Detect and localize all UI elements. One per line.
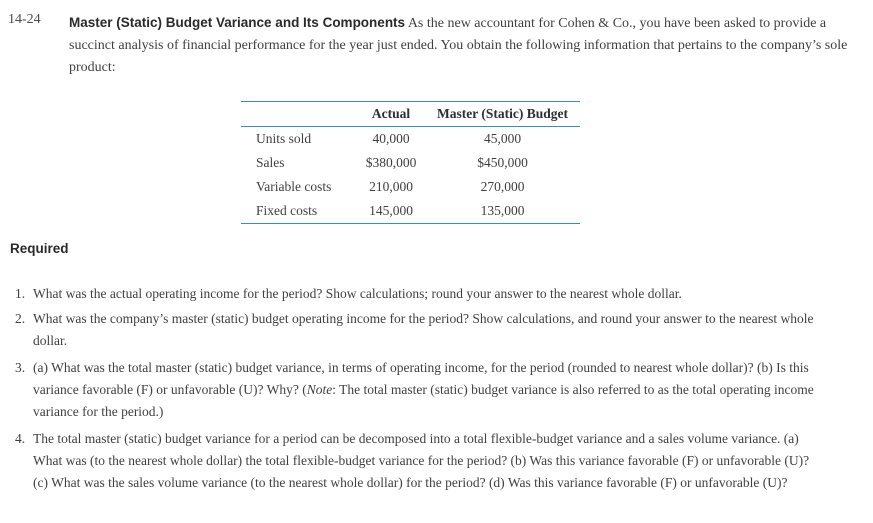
list-item xyxy=(15,308,815,352)
table-header-row xyxy=(241,102,580,127)
row-master: 270,000 xyxy=(480,179,525,194)
note-label: Note xyxy=(306,382,333,397)
item-number: 4. xyxy=(15,431,26,446)
item-text: (a) What was the total master (static) budget variance, in terms of operating income, for the period (rounded to nearest whole dollar)? (b) Is this variance favorable (F) or unfavorable (U)? Why? ( xyxy=(33,360,809,397)
row-actual: 210,000 xyxy=(369,179,413,194)
table-row xyxy=(241,127,580,152)
item-number: 1. xyxy=(15,286,26,301)
required-heading: Required xyxy=(10,241,69,256)
problem-statement xyxy=(69,12,859,79)
row-label: Sales xyxy=(256,155,285,170)
item-text-continued: : The total master (static) budget variance is also referred to as the total operating income variance for the period.) xyxy=(33,382,814,419)
list-item xyxy=(15,428,815,494)
row-master: 45,000 xyxy=(483,131,522,146)
row-master: 135,000 xyxy=(480,203,525,218)
problem-number: 14-24 xyxy=(8,12,41,27)
row-label: Variable costs xyxy=(256,179,332,194)
table-row xyxy=(241,175,580,199)
row-master: $450,000 xyxy=(477,155,528,170)
row-actual: 145,000 xyxy=(369,203,413,218)
item-number: 3. xyxy=(15,360,26,375)
list-item xyxy=(15,357,815,423)
table-row xyxy=(241,199,580,224)
header-actual: Actual xyxy=(371,106,411,121)
requirements-list xyxy=(15,283,815,494)
problem-intro: As the new accountant for Cohen & Co., you have been asked to provide a succinct analysis of financial performance for the year just ended. You obtain the following information that pertains to the company’s sole product: xyxy=(69,16,848,75)
item-text: What was the actual operating income for the period? Show calculations; round your answer to the nearest whole dollar. xyxy=(33,286,682,301)
row-label: Fixed costs xyxy=(256,203,318,218)
item-text: What was the company’s master (static) budget operating income for the period? Show calculations, and round your answer to the nearest whole dollar. xyxy=(33,311,814,348)
budget-table xyxy=(241,101,580,224)
list-item xyxy=(15,283,815,305)
item-text: The total master (static) budget variance for a period can be decomposed into a total flexible-budget variance and a sales volume variance. (a) What was (to the nearest whole dollar) the total flexible-budget variance for the period? (b) Was this variance favorable (F) or unfavorable (U)? (c) What was the sales volume variance (to the nearest whole dollar) for the period? (d) Was this variance favorable (F) or unfavorable (U)? xyxy=(33,431,810,490)
row-actual: $380,000 xyxy=(365,155,417,170)
row-actual: 40,000 xyxy=(372,131,410,146)
table-row xyxy=(241,151,580,175)
header-master-budget: Master (Static) Budget xyxy=(437,106,568,121)
row-label: Units sold xyxy=(256,131,312,146)
header-label xyxy=(241,102,357,127)
item-number: 2. xyxy=(15,311,26,326)
problem-title: Master (Static) Budget Variance and Its Components xyxy=(69,15,406,30)
